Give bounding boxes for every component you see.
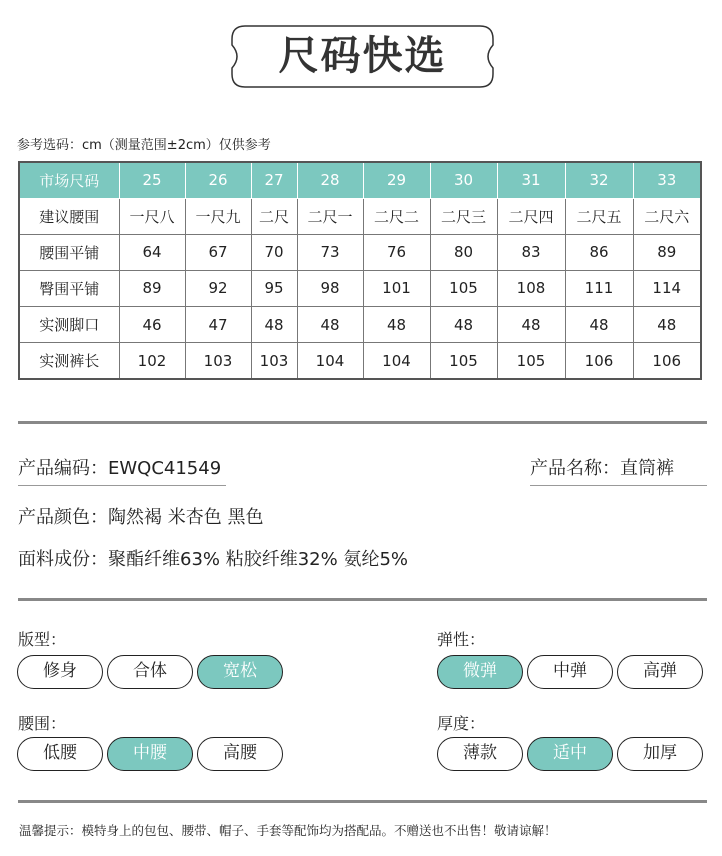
product-code: 产品编码：EWQC41549 <box>18 458 222 479</box>
table-cell: 103 <box>251 343 297 379</box>
table-cell: 73 <box>297 234 363 270</box>
product-colors: 产品颜色：陶然褐 米杏色 黑色 <box>18 507 264 528</box>
table-cell: 二尺二 <box>363 198 430 234</box>
table-cell: 89 <box>119 270 185 306</box>
table-cell: 48 <box>497 307 565 343</box>
table-cell: 104 <box>297 343 363 379</box>
table-cell: 64 <box>119 234 185 270</box>
table-cell: 70 <box>251 234 297 270</box>
table-cell: 98 <box>297 270 363 306</box>
table-row <box>19 270 701 306</box>
table-row <box>19 198 701 234</box>
table-cell: 48 <box>297 307 363 343</box>
table-cell: 114 <box>633 270 701 306</box>
elasticity-label: 弹性： <box>437 630 486 649</box>
thickness-option-thick[interactable]: 加厚 <box>617 737 703 771</box>
section-divider <box>18 421 707 424</box>
table-cell: 46 <box>119 307 185 343</box>
table-cell: 67 <box>185 234 251 270</box>
table-cell: 108 <box>497 270 565 306</box>
table-cell: 106 <box>565 343 633 379</box>
table-row-label: 臀围平铺 <box>19 270 119 306</box>
table-header-cell: 市场尺码 <box>19 162 119 198</box>
table-header-row <box>19 162 701 198</box>
title-badge <box>231 25 494 88</box>
thickness-option-medium[interactable]: 适中 <box>527 737 613 771</box>
table-cell: 76 <box>363 234 430 270</box>
table-cell: 104 <box>363 343 430 379</box>
table-cell: 102 <box>119 343 185 379</box>
section-divider <box>18 598 707 601</box>
table-cell: 103 <box>185 343 251 379</box>
table-cell: 83 <box>497 234 565 270</box>
table-cell: 105 <box>430 343 497 379</box>
thickness-option-thin[interactable]: 薄款 <box>437 737 523 771</box>
table-cell: 48 <box>633 307 701 343</box>
elasticity-option-high[interactable]: 高弹 <box>617 655 703 689</box>
reference-note: 参考选码：cm（测量范围±2cm）仅供参考 <box>17 138 271 153</box>
table-row <box>19 343 701 379</box>
table-cell: 95 <box>251 270 297 306</box>
table-cell: 二尺四 <box>497 198 565 234</box>
table-row-label: 建议腰围 <box>19 198 119 234</box>
table-header-cell: 32 <box>565 162 633 198</box>
table-cell: 二尺三 <box>430 198 497 234</box>
product-code-underline <box>18 485 226 486</box>
table-row <box>19 307 701 343</box>
table-cell: 一尺九 <box>185 198 251 234</box>
table-cell: 二尺六 <box>633 198 701 234</box>
waist-option-low[interactable]: 低腰 <box>17 737 103 771</box>
table-cell: 105 <box>497 343 565 379</box>
elasticity-option-medium[interactable]: 中弹 <box>527 655 613 689</box>
table-cell: 二尺一 <box>297 198 363 234</box>
table-cell: 86 <box>565 234 633 270</box>
table-cell: 48 <box>251 307 297 343</box>
product-fabric: 面料成份：聚酯纤维63% 粘胶纤维32% 氨纶5% <box>18 549 409 570</box>
thickness-label: 厚度： <box>437 714 486 733</box>
table-cell: 101 <box>363 270 430 306</box>
table-cell: 一尺八 <box>119 198 185 234</box>
table-row-label: 实测裤长 <box>19 343 119 379</box>
table-cell: 48 <box>565 307 633 343</box>
table-cell: 二尺 <box>251 198 297 234</box>
table-header-cell: 27 <box>251 162 297 198</box>
waist-option-mid[interactable]: 中腰 <box>107 737 193 771</box>
table-header-cell: 30 <box>430 162 497 198</box>
table-cell: 47 <box>185 307 251 343</box>
table-cell: 106 <box>633 343 701 379</box>
table-cell: 80 <box>430 234 497 270</box>
table-row <box>19 234 701 270</box>
table-header-cell: 28 <box>297 162 363 198</box>
table-header-cell: 25 <box>119 162 185 198</box>
table-cell: 89 <box>633 234 701 270</box>
footer-note: 温馨提示：模特身上的包包、腰带、帽子、手套等配饰均为搭配品。不赠送也不出售！敬请谅解！ <box>19 823 557 838</box>
table-cell: 48 <box>363 307 430 343</box>
fit-option-slim[interactable]: 修身 <box>17 655 103 689</box>
product-name: 产品名称：直筒裤 <box>530 458 674 479</box>
table-header-cell: 26 <box>185 162 251 198</box>
elasticity-option-slight[interactable]: 微弹 <box>437 655 523 689</box>
waist-label: 腰围： <box>18 714 67 733</box>
table-header-cell: 29 <box>363 162 430 198</box>
table-cell: 48 <box>430 307 497 343</box>
table-cell: 111 <box>565 270 633 306</box>
table-header-cell: 31 <box>497 162 565 198</box>
table-header-cell: 33 <box>633 162 701 198</box>
table-row-label: 实测脚口 <box>19 307 119 343</box>
table-row-label: 腰围平铺 <box>19 234 119 270</box>
table-cell: 二尺五 <box>565 198 633 234</box>
table-cell: 92 <box>185 270 251 306</box>
page-title: 尺码快选 <box>278 33 447 79</box>
product-name-underline <box>530 485 707 486</box>
fit-option-loose[interactable]: 宽松 <box>197 655 283 689</box>
fit-option-regular[interactable]: 合体 <box>107 655 193 689</box>
fit-label: 版型： <box>18 630 67 649</box>
waist-option-high[interactable]: 高腰 <box>197 737 283 771</box>
table-cell: 105 <box>430 270 497 306</box>
section-divider <box>18 800 707 803</box>
size-table <box>18 161 702 380</box>
